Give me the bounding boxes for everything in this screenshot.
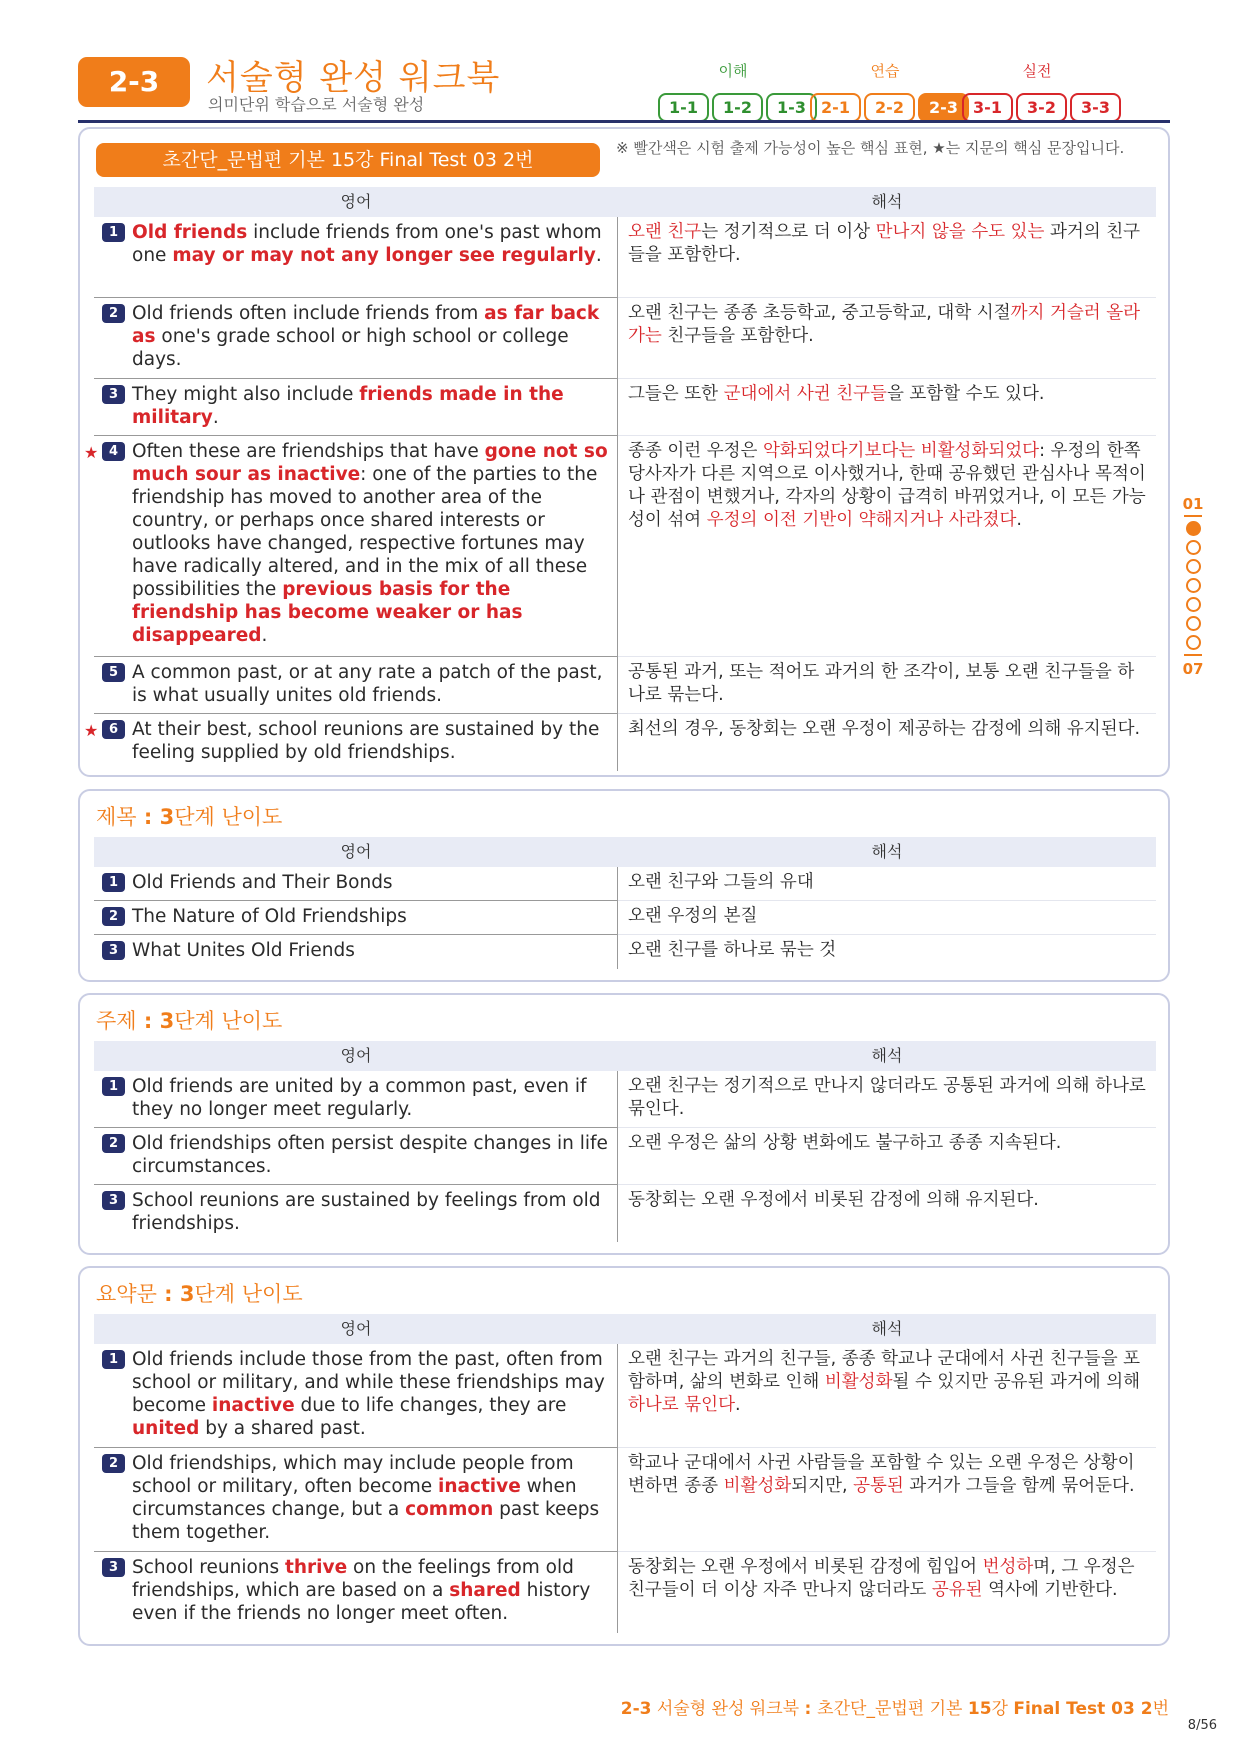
korean-translation: 최선의 경우, 동창회는 오랜 우정이 제공하는 감정에 의해 유지된다.: [628, 719, 1141, 739]
sentence-number: 3: [102, 1191, 125, 1210]
english-sentence: [84, 436, 618, 657]
table-row: [84, 714, 1156, 771]
step-3-3[interactable]: 3-3: [1070, 93, 1121, 122]
english-text: Old friends include friends from one's past whom one may or may not any longer see regularly.: [132, 222, 602, 266]
col-header-english: 영어: [340, 842, 372, 861]
table-row: [94, 1185, 1156, 1242]
english-sentence: [94, 379, 618, 436]
table-row: [94, 1128, 1156, 1185]
english-text: At their best, school reunions are sustained by the feeling supplied by old friendships.: [132, 719, 600, 763]
passage-table: [84, 187, 1156, 771]
english-sentence: 2 The Nature of Old Friendships: [94, 901, 618, 935]
table-row: [94, 935, 1156, 969]
table-row: [94, 379, 1156, 436]
table-row: [94, 657, 1156, 714]
index-start-label: 01: [1182, 495, 1204, 513]
step-2-2[interactable]: 2-2: [864, 93, 915, 122]
english-sentence: 1 Old friends are united by a common past, even if they no longer meet regularly.: [94, 1071, 618, 1128]
progress-dot[interactable]: [1186, 597, 1201, 612]
table-row: [94, 1344, 1156, 1448]
table-row: [94, 901, 1156, 935]
panel-heading: 요약문 : 3단계 난이도: [96, 1282, 303, 1306]
step-1-3[interactable]: 1-3: [766, 93, 817, 122]
english-sentence: 1 Old Friends and Their Bonds: [94, 867, 618, 901]
footer-caption: 2-3 서술형 완성 워크북 : 초간단_문법편 기본 15강 Final Test 03 2번: [620, 1699, 1169, 1719]
table-row: [94, 217, 1156, 298]
table-row: [94, 298, 1156, 379]
progress-dot-active[interactable]: [1186, 521, 1201, 536]
table-row: [84, 436, 1156, 657]
sentence-number: 3: [102, 1558, 125, 1577]
step-group-label: 실전: [1022, 62, 1052, 80]
english-sentence: 2 Old friendships often persist despite changes in life circumstances.: [94, 1128, 618, 1185]
passage-title-bar: 초간단_문법편 기본 15강 Final Test 03 2번: [96, 143, 600, 177]
col-header-korean: 해석: [871, 1319, 903, 1338]
title-table: [94, 837, 1156, 969]
step-1-2[interactable]: 1-2: [712, 93, 763, 122]
korean-translation: 오랜 친구를 하나로 묶는 것: [628, 940, 837, 960]
page-number: 8/56: [1187, 1718, 1217, 1733]
step-1-1[interactable]: 1-1: [658, 93, 709, 122]
table-row: [94, 1071, 1156, 1128]
header-divider: [78, 120, 1170, 123]
english-text: Old friends often include friends from as far back as one's grade school or high school or college days.: [132, 303, 600, 370]
sentence-number: 2: [102, 304, 125, 323]
english-text: Old friendships, which may include people from school or military, often become inactive when circumstances change, but a common past keeps them together.: [132, 1453, 600, 1543]
progress-dot[interactable]: [1186, 578, 1201, 593]
english-text: A common past, or at any rate a patch of the past, is what usually unites old friends.: [132, 662, 603, 706]
table-row: [94, 1448, 1156, 1552]
korean-translation: 동창회는 오랜 우정에서 비롯된 감정에 힘입어 번성하며, 그 우정은 친구들이 더 이상 자주 만나지 않더라도 공유된 역사에 기반한다.: [628, 1557, 1135, 1600]
summary-table: [94, 1314, 1156, 1633]
english-sentence: [94, 298, 618, 379]
page-header: [78, 50, 1170, 125]
english-sentence: [94, 1344, 618, 1448]
english-sentence: 3 What Unites Old Friends: [94, 935, 618, 969]
sentence-number: 3: [102, 941, 125, 960]
english-sentence: [94, 1448, 618, 1552]
unit-badge: 2-3: [78, 57, 190, 107]
col-header-korean: 해석: [871, 842, 903, 861]
index-end-label: 07: [1182, 660, 1204, 678]
progress-dot[interactable]: [1186, 540, 1201, 555]
korean-translation: 학교나 군대에서 사귄 사람들을 포함할 수 있는 오랜 우정은 상황이 변하면 종종 비활성화되지만, 공통된 과거가 그들을 함께 묶어둔다.: [618, 1448, 1156, 1552]
step-2-1[interactable]: 2-1: [810, 93, 861, 122]
sentence-number: 1: [102, 1077, 125, 1096]
progress-index: [1178, 495, 1208, 678]
col-header-korean: 해석: [871, 192, 903, 211]
korean-translation: 그들은 또한 군대에서 사귄 친구들을 포함할 수도 있다.: [618, 379, 1156, 436]
step-3-1[interactable]: 3-1: [962, 93, 1013, 122]
panel-heading: 제목 : 3단계 난이도: [96, 805, 283, 829]
table-row: [94, 867, 1156, 901]
english-sentence: [94, 217, 618, 298]
korean-translation: 오랜 친구는 정기적으로 만나지 않더라도 공통된 과거에 의해 하나로 묶인다.: [618, 1071, 1156, 1128]
panel-heading: 주제 : 3단계 난이도: [96, 1009, 283, 1033]
col-header-english: 영어: [340, 1319, 372, 1338]
legend-note: ※ 빨간색은 시험 출제 가능성이 높은 핵심 표현, ★는 지문의 핵심 문장입니다.: [616, 139, 1125, 157]
step-group-label: 이해: [718, 62, 748, 80]
table-row: [94, 1552, 1156, 1633]
sentence-number: 6: [102, 720, 125, 739]
english-sentence: [84, 714, 618, 771]
korean-translation: 종종 이런 우정은 악화되었다기보다는 비활성화되었다: 우정의 한쪽 당사자가 다른 지역으로 이사했거나, 한때 공유했던 관심사나 목적이나 관점이 변했거나, 각자의 상황이 급격히 바뀌었거나, 이 모든 가능성이 섞여 우정의 이전 기반이 약해지거나 사라졌다.: [618, 436, 1156, 657]
index-divider: [1184, 515, 1202, 517]
step-group-label: 연습: [870, 62, 900, 80]
sentence-number: 2: [102, 907, 125, 926]
progress-dot[interactable]: [1186, 635, 1201, 650]
step-2-3[interactable]: 2-3: [918, 93, 969, 122]
step-3-2[interactable]: 3-2: [1016, 93, 1067, 122]
english-sentence: [94, 657, 618, 714]
korean-translation: 오랜 친구는 정기적으로 더 이상 만나지 않을 수도 있는 과거의 친구들을 포함한다.: [618, 217, 1156, 298]
korean-translation: 동창회는 오랜 우정에서 비롯된 감정에 의해 유지된다.: [628, 1190, 1039, 1210]
korean-translation: 오랜 친구와 그들의 유대: [618, 867, 1156, 901]
progress-dot[interactable]: [1186, 559, 1201, 574]
page-subtitle: 의미단위 학습으로 서술형 완성: [208, 95, 425, 114]
col-header-english: 영어: [340, 192, 372, 211]
english-text: Old friends include those from the past, often from school or military, and while these friendships may become inactive due to life changes, they are united by a shared past.: [132, 1349, 605, 1439]
sentence-number: 1: [102, 223, 125, 242]
english-sentence: [94, 1552, 618, 1633]
sentence-number: 1: [102, 1350, 125, 1369]
page-title: 서술형 완성 워크북: [206, 58, 501, 98]
english-text: Often these are friendships that have gone not so much sour as inactive: one of the parties to the friendship has moved to another area of the country, or perhaps once shared interests or outlooks have changed, respective fortunes may have radically altered, and in the mix of all these possibilities the previous basis for the friendship has become weaker or has disappeared.: [132, 441, 608, 646]
english-text: They might also include friends made in the military.: [132, 384, 564, 428]
title-panel: [78, 789, 1170, 982]
korean-translation: 오랜 우정은 삶의 상황 변화에도 불구하고 종종 지속된다.: [618, 1128, 1156, 1185]
table-header: [94, 1314, 1156, 1344]
index-divider: [1184, 654, 1202, 656]
theme-panel: [78, 993, 1170, 1255]
key-sentence-star-icon: ★: [84, 443, 99, 462]
theme-table: [94, 1041, 1156, 1242]
english-sentence: 3 School reunions are sustained by feelings from old friendships.: [94, 1185, 618, 1242]
key-sentence-star-icon: ★: [84, 721, 99, 740]
col-header-korean: 해석: [871, 1046, 903, 1065]
summary-panel: [78, 1266, 1170, 1646]
table-header: [94, 837, 1156, 867]
korean-translation: 오랜 친구는 종종 초등학교, 중고등학교, 대학 시절까지 거슬러 올라가는 친구들을 포함한다.: [618, 298, 1156, 379]
sentence-number: 1: [102, 873, 125, 892]
passage-panel: [78, 127, 1170, 777]
korean-translation: 오랜 우정의 본질: [618, 901, 1156, 935]
sentence-number: 5: [102, 663, 125, 682]
progress-dot[interactable]: [1186, 616, 1201, 631]
sentence-number: 2: [102, 1134, 125, 1153]
korean-translation: 오랜 친구는 과거의 친구들, 종종 학교나 군대에서 사귄 친구들을 포함하며, 삶의 변화로 인해 비활성화될 수 있지만 공유된 과거에 의해 하나로 묶인다.: [618, 1344, 1156, 1448]
sentence-number: 3: [102, 385, 125, 404]
sentence-number: 4: [102, 442, 125, 461]
table-header: [94, 1041, 1156, 1071]
english-text: School reunions thrive on the feelings from old friendships, which are based on a shared history even if the friends no longer meet often.: [132, 1557, 591, 1624]
sentence-number: 2: [102, 1454, 125, 1473]
korean-translation: 공통된 과거, 또는 적어도 과거의 한 조각이, 보통 오랜 친구들을 하나로 묶는다.: [618, 657, 1156, 714]
table-header: [94, 187, 1156, 217]
col-header-english: 영어: [340, 1046, 372, 1065]
